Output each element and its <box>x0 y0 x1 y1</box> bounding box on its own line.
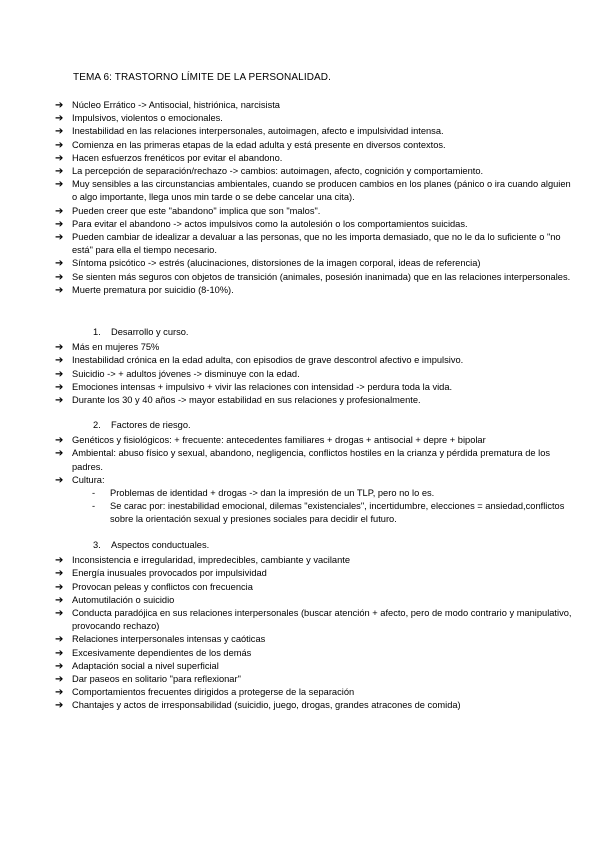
list-item <box>55 554 575 567</box>
arrow-icon: ➔ <box>55 395 64 407</box>
section-heading-text: Aspectos conductuales. <box>111 540 210 550</box>
list-item-text: Comportamientos frecuentes dirigidos a protegerse de la separación <box>72 687 355 698</box>
arrow-icon: ➔ <box>55 700 64 712</box>
list-item <box>55 434 575 447</box>
list-item-text: Automutilación o suicidio <box>72 594 175 605</box>
arrow-icon: ➔ <box>55 271 64 283</box>
list-item <box>55 567 575 580</box>
list-item-text: Dar paseos en solitario "para reflexionar" <box>72 674 241 685</box>
list-item <box>55 165 575 178</box>
arrow-icon: ➔ <box>55 687 64 699</box>
sub-list-item <box>55 500 575 526</box>
list-item <box>55 354 575 367</box>
arrow-icon: ➔ <box>55 166 64 178</box>
list-item-text: Cultura: <box>72 474 105 485</box>
arrow-icon: ➔ <box>55 381 64 393</box>
list-item <box>55 607 575 633</box>
list-item-text: Excesivamente dependientes de los demás <box>72 647 252 658</box>
arrow-icon: ➔ <box>55 568 64 580</box>
list-item-text: Para evitar el abandono -> actos impulsivos como la autolesión o los comportamientos suicidas. <box>72 218 468 229</box>
section-number: 1. <box>93 327 101 337</box>
list-item-text: Muy sensibles a las circunstancias ambientales, cuando se producen cambios en los planes (pánico o ira cuando alguien o algo importante, llega unos min tarde o se debe cancelar una cita). <box>72 179 571 203</box>
list-item <box>55 381 575 394</box>
arrow-icon: ➔ <box>55 218 64 230</box>
list-item <box>55 257 575 270</box>
section-heading <box>55 539 575 552</box>
arrow-icon: ➔ <box>55 608 64 620</box>
arrow-icon: ➔ <box>55 674 64 686</box>
list-item <box>55 139 575 152</box>
arrow-icon: ➔ <box>55 660 64 672</box>
list-item <box>55 152 575 165</box>
list-item <box>55 699 575 712</box>
dash-bullet: - <box>92 488 96 499</box>
list-item <box>55 284 575 297</box>
arrow-icon: ➔ <box>55 205 64 217</box>
list-item-text: Núcleo Errático -> Antisocial, histriónica, narcisista <box>72 100 280 110</box>
section-number: 2. <box>93 420 101 430</box>
list-item-text: Conducta paradójica en sus relaciones interpersonales (buscar atención + afecto, pero de modo contrario y manipulativo, provocando rechazo) <box>72 608 572 632</box>
list-item <box>55 633 575 646</box>
arrow-icon: ➔ <box>55 555 64 567</box>
arrow-icon: ➔ <box>55 284 64 296</box>
list-item <box>55 394 575 407</box>
arrow-icon: ➔ <box>55 647 64 659</box>
arrow-icon: ➔ <box>55 232 64 244</box>
arrow-icon: ➔ <box>55 581 64 593</box>
list-item-text: Suicidio -> + adultos jóvenes -> disminuye con la edad. <box>72 368 300 379</box>
list-item-text: Genéticos y fisiológicos: + frecuente: antecedentes familiares + drogas + antisocial + depre + bipolar <box>72 435 486 446</box>
list-item-text: Inestabilidad crónica en la edad adulta, con episodios de grave descontrol afectivo e impulsivo. <box>72 355 464 366</box>
list-item <box>55 112 575 125</box>
arrow-icon: ➔ <box>55 342 64 354</box>
arrow-icon: ➔ <box>55 368 64 380</box>
arrow-icon: ➔ <box>55 594 64 606</box>
list-item-text: La percepción de separación/rechazo -> cambios: autoimagen, afecto, cognición y comportamiento. <box>72 166 484 177</box>
list-item <box>55 99 575 112</box>
list-item <box>55 647 575 660</box>
list-item-text: Se sienten más seguros con objetos de transición (animales, posesión inanimada) que en las relaciones interpersonales. <box>72 271 571 282</box>
list-item-text: Provocan peleas y conflictos con frecuencia <box>72 581 253 592</box>
list-item <box>55 341 575 354</box>
arrow-icon: ➔ <box>55 355 64 367</box>
list-item-text: Impulsivos, violentos o emocionales. <box>72 113 223 124</box>
section-heading-text: Factores de riesgo. <box>111 420 191 430</box>
list-item <box>55 125 575 138</box>
list-item <box>55 205 575 218</box>
list-item <box>55 686 575 699</box>
list-item <box>55 581 575 594</box>
arrow-icon: ➔ <box>55 100 64 111</box>
list-item-text: Pueden creer que este "abandono" implica que son "malos". <box>72 205 321 216</box>
arrow-icon: ➔ <box>55 139 64 151</box>
section-heading <box>55 419 575 432</box>
section-development <box>55 326 575 407</box>
list-item <box>55 594 575 607</box>
section-risk-factors <box>55 419 575 527</box>
list-item <box>55 673 575 686</box>
list-item <box>55 368 575 381</box>
list-item-text: Chantajes y actos de irresponsabilidad (suicidio, juego, drogas, grandes atracones de comida) <box>72 700 461 711</box>
arrow-icon: ➔ <box>55 474 64 486</box>
list-item-text: Ambiental: abuso físico y sexual, abandono, negligencia, conflictos hostiles en la crianza y pérdida prematura de los padres. <box>72 448 551 472</box>
list-item-text: Hacen esfuerzos frenéticos por evitar el abandono. <box>72 152 283 163</box>
intro-list <box>55 99 575 297</box>
list-item-text: Pueden cambiar de idealizar a devaluar a las personas, que no les importa demasiado, que no le da lo suficiente o "no está" para ella el tiempo necesario. <box>72 232 561 256</box>
list-item <box>55 447 575 473</box>
sub-list-item-text: Problemas de identidad + drogas -> dan la impresión de un TLP, pero no lo es. <box>110 488 435 499</box>
list-item-text: Más en mujeres 75% <box>72 342 160 353</box>
arrow-icon: ➔ <box>55 435 64 447</box>
list-item <box>55 474 575 487</box>
list-item-text: Inconsistencia e irregularidad, impredecibles, cambiante y vacilante <box>72 555 351 566</box>
list-item-text: Inestabilidad en las relaciones interpersonales, autoimagen, afecto e impulsividad intensa. <box>72 126 444 137</box>
list-item-text: Durante los 30 y 40 años -> mayor estabilidad en sus relaciones y profesionalmente. <box>72 395 421 406</box>
arrow-icon: ➔ <box>55 258 64 270</box>
section-behavioral-aspects <box>55 539 575 713</box>
list-item <box>55 660 575 673</box>
list-item-text: Energía inusuales provocados por impulsividad <box>72 568 267 579</box>
arrow-icon: ➔ <box>55 179 64 191</box>
section-heading-text: Desarrollo y curso. <box>111 327 189 337</box>
list-item <box>55 178 575 204</box>
arrow-icon: ➔ <box>55 634 64 646</box>
arrow-icon: ➔ <box>55 152 64 164</box>
arrow-icon: ➔ <box>55 113 64 125</box>
list-item-text: Muerte prematura por suicidio (8-10%). <box>72 284 234 295</box>
list-item-text: Adaptación social a nivel superficial <box>72 660 219 671</box>
dash-bullet: - <box>92 501 96 512</box>
list-item <box>55 218 575 231</box>
section-heading <box>55 326 575 339</box>
list-item <box>55 271 575 284</box>
list-item-text: Relaciones interpersonales intensas y caóticas <box>72 634 266 645</box>
section-number: 3. <box>93 540 101 550</box>
page-title: TEMA 6: TRASTORNO LÍMITE DE LA PERSONALIDAD. <box>73 72 331 83</box>
arrow-icon: ➔ <box>55 126 64 138</box>
sub-list-item <box>55 487 575 500</box>
list-item-text: Emociones intensas + impulsivo + vivir las relaciones con intensidad -> perdura toda la vida. <box>72 381 453 392</box>
list-item <box>55 231 575 257</box>
arrow-icon: ➔ <box>55 448 64 460</box>
list-item-text: Comienza en las primeras etapas de la edad adulta y está presente en diversos contextos. <box>72 139 446 150</box>
sub-list-item-text: Se carac por: inestabilidad emocional, dilemas "existenciales", incertidumbre, elecciones = ansiedad,conflictos sobre la orientación sexual y presiones sociales para decidir el futuro. <box>110 501 565 525</box>
list-item-text: Síntoma psicótico -> estrés (alucinaciones, distorsiones de la imagen corporal, ideas de referencia) <box>72 258 481 269</box>
